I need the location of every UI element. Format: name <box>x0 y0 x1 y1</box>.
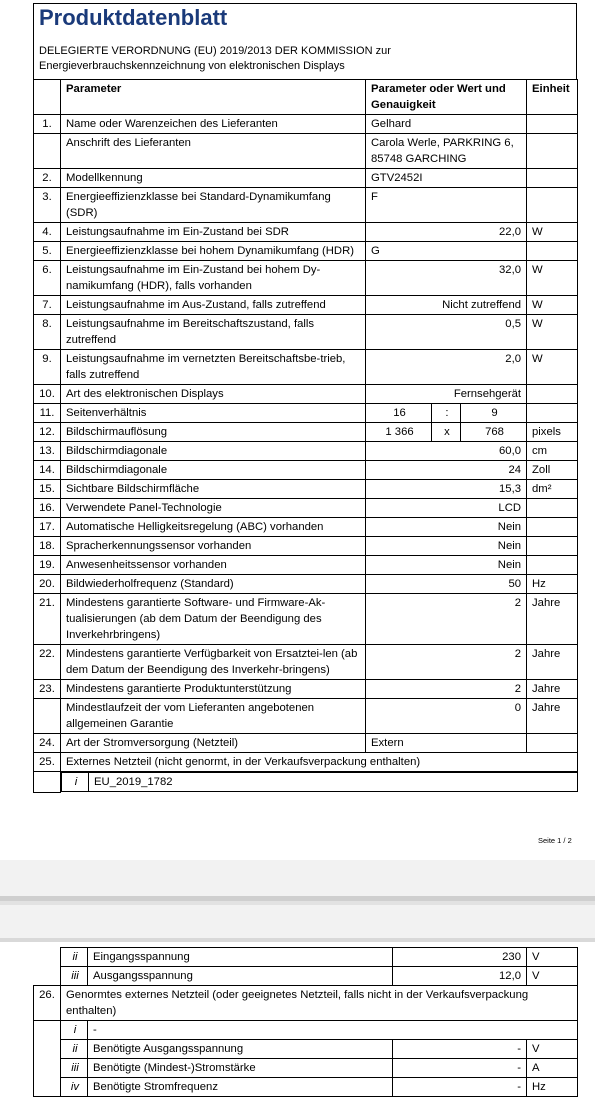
row-unit <box>527 169 578 188</box>
row-unit: Jahre <box>527 680 578 699</box>
row-value: 15,3 <box>366 480 527 499</box>
aspect-width: 16 <box>366 404 432 423</box>
row-value: 2 <box>366 594 527 645</box>
row-parameter: Anschrift des Lieferanten <box>61 134 366 169</box>
header-number-cell <box>34 80 61 115</box>
row-unit: Jahre <box>527 645 578 680</box>
sub-row-index: iii <box>61 967 88 986</box>
row-unit <box>527 188 578 223</box>
table-row <box>34 986 578 1021</box>
row-number: 18. <box>34 537 61 556</box>
row-number: 4. <box>34 223 61 242</box>
resolution-separator: x <box>432 423 461 442</box>
row-unit <box>527 499 578 518</box>
row-parameter: Verwendete Panel-Technologie <box>61 499 366 518</box>
sub-row-value: - <box>393 1078 527 1097</box>
sub-row <box>62 773 578 792</box>
row-value: LCD <box>366 499 527 518</box>
product-data-table <box>33 79 578 793</box>
row-unit: W <box>527 350 578 385</box>
aspect-height: 9 <box>461 404 527 423</box>
sub-row-index: i <box>61 1021 88 1040</box>
row-number: 19. <box>34 556 61 575</box>
row-value: Fernsehgerät <box>366 385 527 404</box>
row-number: 26. <box>34 986 61 1021</box>
table-row <box>34 499 578 518</box>
row-unit: W <box>527 296 578 315</box>
row-unit <box>527 556 578 575</box>
row-unit: Jahre <box>527 594 578 645</box>
row-value: 22,0 <box>366 223 527 242</box>
table-row <box>34 645 578 680</box>
row-number <box>34 699 61 734</box>
row-value: 60,0 <box>366 442 527 461</box>
page-title: Produktdatenblatt <box>39 5 228 30</box>
table-row <box>34 442 578 461</box>
sub-row <box>34 1059 578 1078</box>
row-number <box>34 772 61 793</box>
row-unit <box>527 385 578 404</box>
sub-row-value: - <box>393 1040 527 1059</box>
row-unit: Hz <box>527 575 578 594</box>
row-parameter: Energieeffizienzklasse bei Standard-Dynamikumfang (SDR) <box>61 188 366 223</box>
table-row <box>34 461 578 480</box>
page-number: Seite 1 / 2 <box>538 836 572 845</box>
row-value: G <box>366 242 527 261</box>
sub-row <box>34 1078 578 1097</box>
row-number: 17. <box>34 518 61 537</box>
table-row <box>34 404 578 423</box>
resolution-width: 1 366 <box>366 423 432 442</box>
row-number: 9. <box>34 350 61 385</box>
row-parameter: Leistungsaufnahme im Ein-Zustand bei SDR <box>61 223 366 242</box>
sub-row-unit: A <box>527 1059 578 1078</box>
row-value: 32,0 <box>366 261 527 296</box>
row-value: Nicht zutreffend <box>366 296 527 315</box>
header-unit: Einheit <box>527 80 578 115</box>
row-value: Gelhard <box>366 115 527 134</box>
row-parameter: Mindestens garantierte Produktunterstützung <box>61 680 366 699</box>
header-parameter: Parameter <box>61 80 366 115</box>
row-parameter: Mindestens garantierte Software- und Firmware-Ak-tualisierungen (ab dem Datum der Beendigung des Inverkehrbringens) <box>61 594 366 645</box>
sub-row-index: ii <box>61 948 88 967</box>
sub-row-parameter: Benötigte Stromfrequenz <box>88 1078 393 1097</box>
row-unit: pixels <box>527 423 578 442</box>
sub-row-parameter: Eingangsspannung <box>88 948 393 967</box>
sub-row <box>34 967 578 986</box>
sub-row-value: 12,0 <box>393 967 527 986</box>
row-parameter: Art der Stromversorgung (Netzteil) <box>61 734 366 753</box>
row-unit <box>527 734 578 753</box>
table-row <box>34 223 578 242</box>
sub-row-value: - <box>393 1059 527 1078</box>
row-value: 2 <box>366 645 527 680</box>
row-number: 13. <box>34 442 61 461</box>
row-value: Carola Werle, PARKRING 6, 85748 GARCHING <box>366 134 527 169</box>
subtitle-line-1: DELEGIERTE VERORDNUNG (EU) 2019/2013 DER KOMMISSION zur <box>39 45 391 57</box>
table-row <box>34 575 578 594</box>
row-parameter: Bildschirmdiagonale <box>61 442 366 461</box>
row-value: Nein <box>366 556 527 575</box>
row-parameter: Mindestlaufzeit der vom Lieferanten angebotenen allgemeinen Garantie <box>61 699 366 734</box>
row-parameter: Bildschirmdiagonale <box>61 461 366 480</box>
row-number <box>34 134 61 169</box>
row-unit: Zoll <box>527 461 578 480</box>
row-parameter: Anwesenheitssensor vorhanden <box>61 556 366 575</box>
sub-row-parameter: - <box>88 1021 578 1040</box>
sub-row-parameter: Benötigte Ausgangsspannung <box>88 1040 393 1059</box>
resolution-height: 768 <box>461 423 527 442</box>
row-value: F <box>366 188 527 223</box>
table-header-row <box>34 80 578 115</box>
regulation-subtitle <box>39 44 391 74</box>
table-row <box>34 242 578 261</box>
sub-row-unit: V <box>527 1040 578 1059</box>
row-parameter: Modellkennung <box>61 169 366 188</box>
row-unit: W <box>527 315 578 350</box>
row-unit <box>527 537 578 556</box>
row-unit: dm² <box>527 480 578 499</box>
row-parameter: Name oder Warenzeichen des Lieferanten <box>61 115 366 134</box>
row-parameter: Bildwiederholfrequenz (Standard) <box>61 575 366 594</box>
row-number <box>34 948 61 967</box>
row-value: 2,0 <box>366 350 527 385</box>
row-parameter: Genormtes externes Netzteil (oder geeignetes Netzteil, falls nicht in der Verkaufsverpackung enthalten) <box>61 986 578 1021</box>
row-value: Nein <box>366 518 527 537</box>
row-parameter: Seitenverhältnis <box>61 404 366 423</box>
product-data-table-continued <box>33 947 578 1097</box>
row-number: 22. <box>34 645 61 680</box>
row-value: 0,5 <box>366 315 527 350</box>
row-parameter: Externes Netzteil (nicht genormt, in der Verkaufsverpackung enthalten) <box>61 753 578 772</box>
table-row <box>34 115 578 134</box>
row-parameter: Art des elektronischen Displays <box>61 385 366 404</box>
row-unit <box>527 404 578 423</box>
sub-row <box>34 1021 578 1040</box>
table-row <box>34 734 578 753</box>
table-row <box>34 537 578 556</box>
page-separator <box>0 860 595 942</box>
separator-line <box>0 901 595 905</box>
row-number: 1. <box>34 115 61 134</box>
row-value: Extern <box>366 734 527 753</box>
row-number: 6. <box>34 261 61 296</box>
table-row <box>34 753 578 772</box>
sub-row-index: i <box>62 773 89 792</box>
header-value: Parameter oder Wert und Genauigkeit <box>366 80 527 115</box>
sub-row-parameter: Benötigte (Mindest-)Stromstärke <box>88 1059 393 1078</box>
row-number: 21. <box>34 594 61 645</box>
row-number: 14. <box>34 461 61 480</box>
row-parameter: Energieeffizienzklasse bei hohem Dynamikumfang (HDR) <box>61 242 366 261</box>
row-number: 16. <box>34 499 61 518</box>
row-number <box>34 1059 61 1078</box>
row-parameter: Bildschirmauflösung <box>61 423 366 442</box>
row-parameter: Spracherkennungssensor vorhanden <box>61 537 366 556</box>
table-row <box>34 169 578 188</box>
row-parameter: Mindestens garantierte Verfügbarkeit von Ersatztei-len (ab dem Datum der Beendigung des Inverkehr-bringens) <box>61 645 366 680</box>
row-value: 0 <box>366 699 527 734</box>
row-number <box>34 1078 61 1097</box>
row-number <box>34 967 61 986</box>
sub-row-unit: V <box>527 948 578 967</box>
table-row <box>34 350 578 385</box>
table-row <box>34 480 578 499</box>
table-row <box>34 315 578 350</box>
table-row <box>34 188 578 223</box>
row-unit <box>527 518 578 537</box>
row-parameter: Leistungsaufnahme im Bereitschaftszustand, falls zutreffend <box>61 315 366 350</box>
table-row <box>34 518 578 537</box>
row-value: 2 <box>366 680 527 699</box>
row-number: 15. <box>34 480 61 499</box>
sub-row-index: ii <box>61 1040 88 1059</box>
row-parameter: Leistungsaufnahme im Aus-Zustand, falls zutreffend <box>61 296 366 315</box>
row-parameter: Leistungsaufnahme im vernetzten Bereitschaftsbe-trieb, falls zutreffend <box>61 350 366 385</box>
row-number: 12. <box>34 423 61 442</box>
row-number: 3. <box>34 188 61 223</box>
document-header <box>33 3 577 79</box>
row-unit: W <box>527 261 578 296</box>
row-value: 24 <box>366 461 527 480</box>
table-row <box>34 423 578 442</box>
row-number <box>34 1040 61 1059</box>
row-value: GTV2452I <box>366 169 527 188</box>
sub-table <box>61 772 578 792</box>
row-number: 5. <box>34 242 61 261</box>
table-row <box>34 772 578 793</box>
sub-row-unit: Hz <box>527 1078 578 1097</box>
row-number: 25. <box>34 753 61 772</box>
row-number: 8. <box>34 315 61 350</box>
table-row <box>34 556 578 575</box>
row-unit: W <box>527 223 578 242</box>
row-number <box>34 1021 61 1040</box>
table-row <box>34 296 578 315</box>
sub-row-index: iv <box>61 1078 88 1097</box>
sub-row <box>34 948 578 967</box>
sub-row-index: iii <box>61 1059 88 1078</box>
row-number: 24. <box>34 734 61 753</box>
row-parameter: Sichtbare Bildschirmfläche <box>61 480 366 499</box>
table-row <box>34 261 578 296</box>
row-value: Nein <box>366 537 527 556</box>
sub-row <box>34 1040 578 1059</box>
table-row <box>34 385 578 404</box>
table-row <box>34 699 578 734</box>
row-unit: Jahre <box>527 699 578 734</box>
row-unit: cm <box>527 442 578 461</box>
sub-row-parameter: Ausgangsspannung <box>88 967 393 986</box>
sub-row-unit: V <box>527 967 578 986</box>
table-row <box>34 680 578 699</box>
row-number: 2. <box>34 169 61 188</box>
row-parameter: Leistungsaufnahme im Ein-Zustand bei hohem Dy-namikumfang (HDR), falls vorhanden <box>61 261 366 296</box>
row-number: 20. <box>34 575 61 594</box>
row-number: 7. <box>34 296 61 315</box>
row-unit <box>527 115 578 134</box>
table-row <box>34 594 578 645</box>
row-parameter: Automatische Helligkeitsregelung (ABC) vorhanden <box>61 518 366 537</box>
sub-row-parameter: EU_2019_1782 <box>89 773 578 792</box>
row-unit <box>527 134 578 169</box>
row-value: 50 <box>366 575 527 594</box>
aspect-separator: : <box>432 404 461 423</box>
row-unit <box>527 242 578 261</box>
row-number: 23. <box>34 680 61 699</box>
sub-row-container <box>61 772 578 793</box>
row-number: 11. <box>34 404 61 423</box>
subtitle-line-2: Energieverbrauchskennzeichnung von elektronischen Displays <box>39 60 345 72</box>
sub-row-value: 230 <box>393 948 527 967</box>
table-row <box>34 134 578 169</box>
row-number: 10. <box>34 385 61 404</box>
